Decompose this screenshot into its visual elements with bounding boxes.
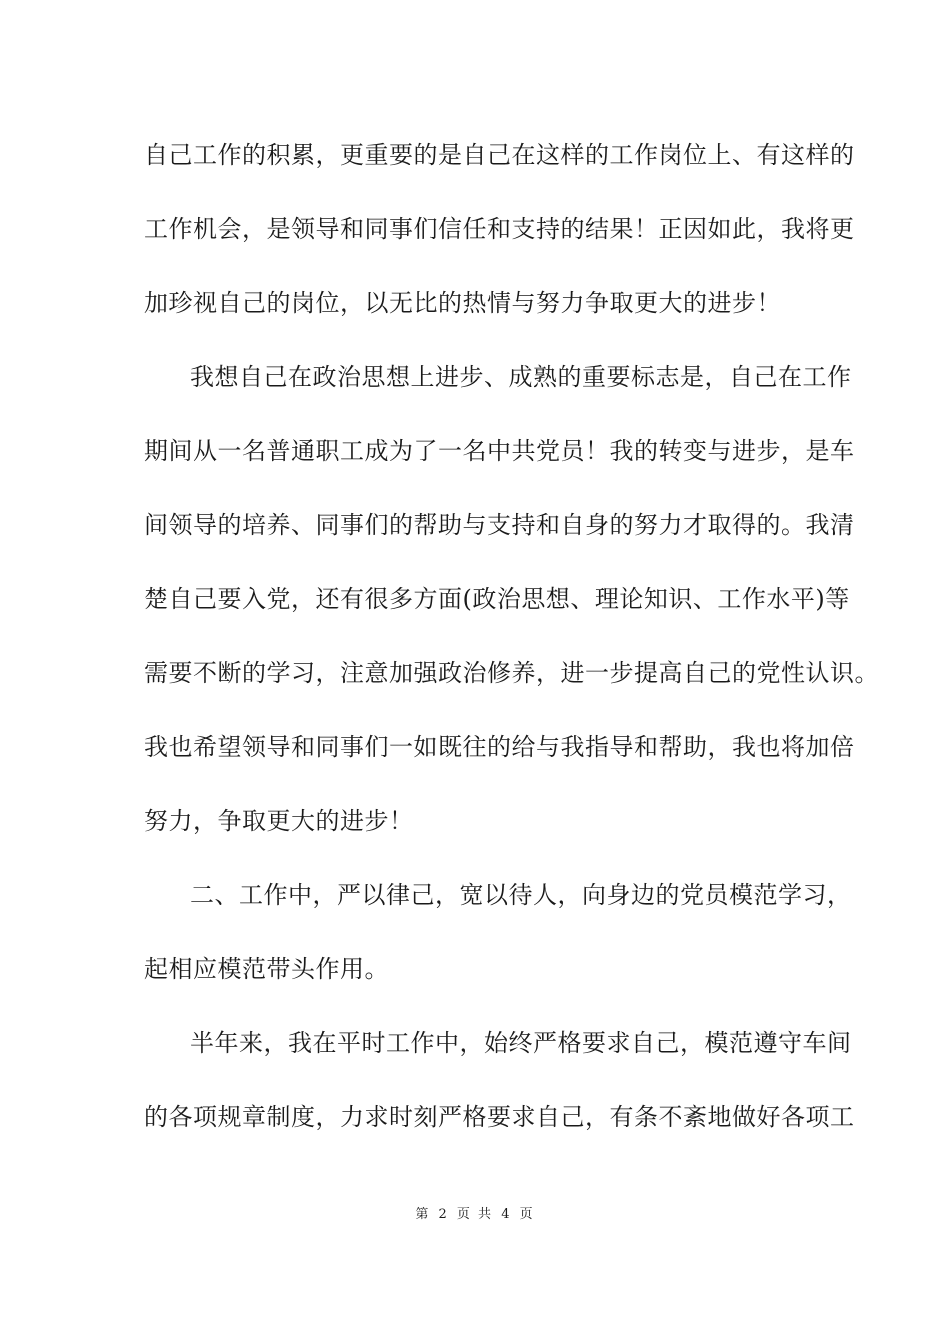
section-heading-line: 二、工作中，严以律己，宽以待人，向身边的党员模范学习， bbox=[190, 881, 852, 909]
text-line: 努力，争取更大的进步！ bbox=[144, 807, 414, 835]
text-line: 需要不断的学习，注意加强政治修养，进一步提高自己的党性认识。 bbox=[144, 659, 879, 687]
text-line: 期间从一名普通职工成为了一名中共党员！我的转变与进步，是车 bbox=[144, 437, 855, 465]
text-line: 的各项规章制度，力求时刻严格要求自己，有条不紊地做好各项工 bbox=[144, 1103, 855, 1131]
text-line: 楚自己要入党，还有很多方面(政治思想、理论知识、工作水平)等 bbox=[144, 585, 850, 613]
footer-prefix: 第 bbox=[415, 1207, 431, 1222]
current-page-number: 2 bbox=[438, 1207, 449, 1222]
page-footer bbox=[0, 1207, 950, 1223]
paragraph-start-line: 我想自己在政治思想上进步、成熟的重要标志是，自己在工作 bbox=[190, 363, 852, 391]
section-heading-line: 起相应模范带头作用。 bbox=[144, 955, 389, 983]
footer-suffix: 页 bbox=[519, 1207, 535, 1222]
total-page-number: 4 bbox=[501, 1207, 512, 1222]
text-line: 间领导的培养、同事们的帮助与支持和自身的努力才取得的。我清 bbox=[144, 511, 855, 539]
text-line: 我也希望领导和同事们一如既往的给与我指导和帮助，我也将加倍 bbox=[144, 733, 855, 761]
text-line: 工作机会，是领导和同事们信任和支持的结果！正因如此，我将更 bbox=[144, 215, 855, 243]
text-line: 自己工作的积累，更重要的是自己在这样的工作岗位上、有这样的 bbox=[144, 141, 855, 169]
paragraph-start-line: 半年来，我在平时工作中，始终严格要求自己，模范遵守车间 bbox=[190, 1029, 852, 1057]
footer-middle: 页 共 bbox=[456, 1207, 494, 1222]
text-line: 加珍视自己的岗位，以无比的热情与努力争取更大的进步！ bbox=[144, 289, 781, 317]
